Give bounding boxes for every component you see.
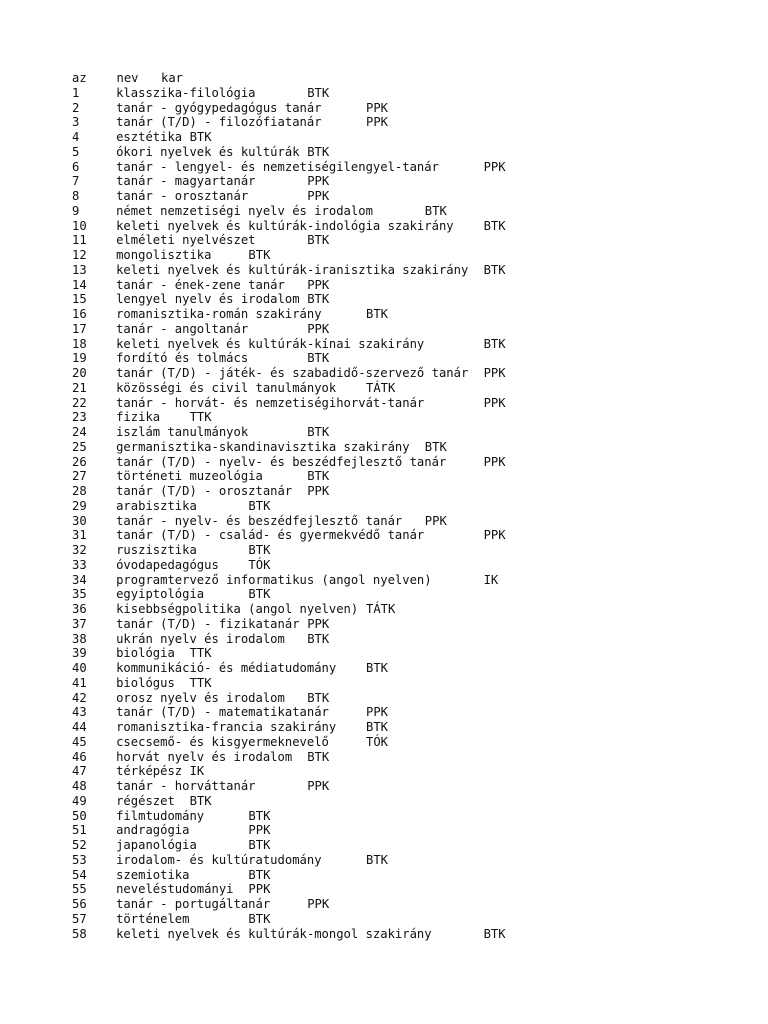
table-row	[72, 882, 271, 897]
table-row	[72, 823, 271, 838]
row-kar: BTK	[307, 690, 330, 705]
row-nev: fizika	[116, 410, 161, 425]
row-nev: kisebbségpolitika (angol nyelven)	[116, 602, 359, 616]
row-kar: PPK	[307, 779, 330, 793]
table-row	[72, 336, 506, 352]
header-row	[72, 71, 184, 86]
row-nev: mongolisztika	[116, 248, 212, 262]
table-row	[72, 425, 330, 440]
table-row	[72, 779, 330, 794]
row-nev: orosz nyelv és irodalom	[116, 690, 285, 705]
table-row	[72, 85, 330, 101]
row-id: 19	[72, 351, 87, 366]
table-row	[72, 852, 389, 868]
row-kar: BTK	[248, 587, 271, 602]
table-row	[72, 926, 506, 942]
row-id: 1	[72, 85, 80, 100]
row-nev: tanár (T/D) - matematikatanár	[116, 705, 329, 720]
row-kar: BTK	[248, 911, 271, 926]
row-id: 10	[72, 218, 87, 233]
row-kar: BTK	[248, 248, 271, 262]
row-id: 44	[72, 720, 87, 734]
table-row	[72, 675, 212, 691]
row-kar: BTK	[307, 749, 330, 764]
row-kar: BTK	[483, 218, 506, 233]
table-row	[72, 321, 330, 337]
row-nev: ruszisztika	[116, 543, 197, 557]
row-id: 20	[72, 366, 87, 380]
row-id: 21	[72, 380, 87, 395]
table-row	[72, 557, 271, 573]
row-nev: keleti nyelvek és kultúrák-kínai szakirány	[116, 336, 425, 351]
table-row	[72, 159, 506, 175]
table-row	[72, 631, 330, 647]
row-kar: BTK	[307, 425, 330, 439]
row-nev: tanár (T/D) - fizikatanár	[116, 616, 300, 631]
row-nev: szemiotika	[116, 867, 190, 882]
table-row	[72, 292, 330, 307]
table-row	[72, 262, 506, 278]
table-row	[72, 897, 330, 912]
row-kar: BTK	[366, 661, 389, 675]
row-id: 13	[72, 262, 87, 277]
row-nev: tanár - gyógypedagógus tanár	[116, 100, 322, 115]
row-kar: IK	[483, 572, 499, 587]
row-nev: ókori nyelvek és kultúrák	[116, 144, 300, 159]
row-nev: német nemzetiségi nyelv és irodalom	[116, 203, 373, 218]
row-nev: tanár - orosztanár	[116, 189, 249, 203]
row-kar: PPK	[483, 366, 506, 380]
table-row	[72, 233, 330, 248]
table-row	[72, 248, 271, 263]
row-nev: tanár - magyartanár	[116, 174, 256, 189]
row-kar: PPK	[307, 616, 330, 631]
table-row	[72, 366, 506, 381]
row-kar: TTK	[189, 410, 212, 425]
row-id: 9	[72, 203, 80, 218]
row-kar: BTK	[248, 808, 271, 823]
row-nev: tanár - portugáltanár	[116, 897, 271, 911]
table-row	[72, 528, 506, 543]
row-nev: tanár (T/D) - filozófiatanár	[116, 115, 322, 130]
row-kar: PPK	[483, 454, 506, 469]
row-id: 42	[72, 690, 87, 705]
row-kar: TÓK	[366, 734, 389, 749]
row-nev: csecsemő- és kisgyermeknevelő	[116, 734, 329, 749]
row-id: 51	[72, 823, 87, 838]
row-kar: TÁTK	[366, 380, 396, 395]
row-kar: BTK	[366, 307, 389, 321]
table-row	[72, 189, 330, 204]
row-kar: BTK	[424, 439, 447, 454]
row-id: 33	[72, 557, 87, 572]
row-id: 52	[72, 838, 87, 852]
row-nev: fordító és tolmács	[116, 351, 249, 366]
table-row	[72, 764, 205, 779]
row-nev: tanár (T/D) - orosztanár	[116, 484, 293, 498]
row-id: 23	[72, 410, 87, 425]
table-row	[72, 218, 506, 234]
row-id: 34	[72, 572, 87, 587]
row-kar: BTK	[189, 793, 212, 808]
row-id: 47	[72, 764, 87, 779]
row-id: 12	[72, 248, 87, 262]
row-kar: BTK	[307, 469, 330, 484]
table-row	[72, 867, 271, 883]
table-row	[72, 410, 212, 425]
row-nev: tanár - horvát- és nemzetiségihorvát-tanár	[116, 395, 425, 410]
row-nev: kommunikáció- és médiatudomány	[116, 661, 337, 675]
row-id: 55	[72, 882, 87, 897]
row-nev: biológia	[116, 646, 175, 661]
row-nev: ukrán nyelv és irodalom	[116, 631, 285, 646]
row-kar: BTK	[424, 203, 447, 218]
row-id: 38	[72, 631, 87, 646]
row-id: 43	[72, 705, 87, 720]
header-az: az	[72, 71, 87, 85]
row-nev: tanár (T/D) - játék- és szabadidő-szervező tanár	[116, 366, 469, 380]
row-kar: PPK	[307, 277, 330, 292]
table-row	[72, 130, 212, 145]
row-id: 17	[72, 321, 87, 336]
row-id: 2	[72, 100, 80, 115]
row-kar: BTK	[307, 351, 330, 366]
row-nev: történeti muzeológia	[116, 469, 263, 484]
row-kar: TTK	[189, 646, 212, 661]
row-id: 31	[72, 528, 87, 543]
row-nev: térképész	[116, 764, 183, 779]
table-row	[72, 690, 330, 706]
row-kar: PPK	[483, 159, 506, 174]
row-nev: andragógia	[116, 823, 190, 838]
header-kar: kar	[161, 71, 184, 85]
row-id: 7	[72, 174, 80, 189]
row-nev: történelem	[116, 911, 190, 926]
row-nev: keleti nyelvek és kultúrák-mongol szakirány	[116, 926, 432, 941]
row-kar: BTK	[483, 262, 506, 277]
row-id: 30	[72, 513, 87, 528]
table-row	[72, 661, 389, 676]
row-id: 46	[72, 749, 87, 764]
row-nev: keleti nyelvek és kultúrák-indológia szakirány	[116, 218, 454, 233]
row-id: 16	[72, 307, 87, 321]
row-nev: irodalom- és kultúratudomány	[116, 852, 322, 867]
row-nev: romanisztika-román szakirány	[116, 307, 322, 321]
row-kar: PPK	[307, 189, 330, 203]
table-row	[72, 395, 506, 411]
row-kar: IK	[189, 764, 205, 779]
row-id: 14	[72, 277, 87, 292]
row-id: 27	[72, 469, 87, 484]
row-kar: PPK	[248, 882, 271, 897]
row-kar: BTK	[366, 852, 389, 867]
row-nev: japanológia	[116, 838, 197, 852]
row-nev: tanár - lengyel- és nemzetiségilengyel-tanár	[116, 159, 439, 174]
table-row	[72, 100, 389, 116]
row-nev: tanár - ének-zene tanár	[116, 277, 285, 292]
row-id: 36	[72, 602, 87, 616]
table-row	[72, 793, 212, 809]
row-id: 28	[72, 484, 87, 498]
row-id: 4	[72, 130, 80, 144]
row-kar: PPK	[307, 174, 330, 189]
row-id: 56	[72, 897, 87, 911]
tab-separated-listing	[72, 71, 506, 941]
row-kar: PPK	[307, 484, 330, 498]
row-kar: BTK	[307, 631, 330, 646]
row-nev: germanisztika-skandinavisztika szakirány	[116, 439, 410, 454]
row-nev: biológus	[116, 675, 175, 690]
row-id: 41	[72, 675, 87, 690]
row-nev: iszlám tanulmányok	[116, 425, 249, 439]
table-row	[72, 513, 447, 529]
table-row	[72, 838, 271, 853]
table-row	[72, 307, 389, 322]
row-id: 49	[72, 793, 87, 808]
row-id: 3	[72, 115, 80, 130]
row-kar: BTK	[483, 336, 506, 351]
table-row	[72, 380, 396, 396]
header-nev: nev	[116, 71, 139, 85]
table-row	[72, 469, 330, 484]
row-kar: BTK	[307, 292, 330, 307]
table-row	[72, 602, 396, 617]
row-kar: PPK	[307, 897, 330, 911]
row-id: 18	[72, 336, 87, 351]
row-id: 32	[72, 543, 87, 557]
row-nev: lengyel nyelv és irodalom	[116, 292, 300, 307]
row-nev: tanár - nyelv- és beszédfejlesztő tanár	[116, 513, 403, 528]
table-row	[72, 498, 271, 514]
row-kar: TÓK	[248, 557, 271, 572]
row-nev: arabisztika	[116, 498, 197, 513]
row-nev: tanár (T/D) - család- és gyermekvédő tanár	[116, 528, 425, 543]
table-row	[72, 646, 212, 661]
row-nev: közösségi és civil tanulmányok	[116, 380, 337, 395]
row-id: 15	[72, 292, 87, 307]
table-row	[72, 808, 271, 824]
row-kar: BTK	[307, 144, 330, 159]
row-id: 25	[72, 439, 87, 454]
table-row	[72, 454, 506, 470]
table-row	[72, 144, 330, 160]
row-id: 45	[72, 734, 87, 749]
table-row	[72, 616, 330, 632]
row-kar: BTK	[248, 498, 271, 513]
row-kar: BTK	[248, 867, 271, 882]
row-nev: óvodapedagógus	[116, 557, 219, 572]
table-row	[72, 705, 389, 720]
row-id: 37	[72, 616, 87, 631]
table-row	[72, 587, 271, 602]
row-kar: BTK	[483, 926, 506, 941]
table-row	[72, 203, 447, 219]
row-nev: filmtudomány	[116, 808, 205, 823]
table-row	[72, 351, 330, 366]
row-id: 54	[72, 867, 87, 882]
table-row	[72, 543, 271, 558]
row-id: 22	[72, 395, 87, 410]
row-kar: PPK	[483, 528, 506, 543]
row-id: 35	[72, 587, 87, 602]
row-nev: egyiptológia	[116, 587, 205, 602]
row-kar: BTK	[248, 543, 271, 557]
row-nev: horvát nyelv és irodalom	[116, 749, 293, 764]
row-kar: BTK	[307, 233, 330, 248]
row-kar: BTK	[248, 838, 271, 852]
row-id: 40	[72, 661, 87, 675]
row-id: 5	[72, 144, 80, 159]
row-id: 58	[72, 926, 87, 941]
row-nev: elméleti nyelvészet	[116, 233, 256, 248]
row-kar: PPK	[366, 115, 389, 130]
row-id: 8	[72, 189, 80, 203]
table-row	[72, 115, 389, 130]
table-row	[72, 749, 330, 765]
data-rows	[72, 85, 506, 942]
row-nev: neveléstudományi	[116, 882, 234, 897]
row-nev: tanár (T/D) - nyelv- és beszédfejlesztő tanár	[116, 454, 447, 469]
table-row	[72, 911, 271, 927]
table-row	[72, 720, 389, 735]
row-nev: tanár - horváttanár	[116, 779, 256, 793]
row-id: 6	[72, 159, 80, 174]
row-id: 11	[72, 233, 87, 248]
row-kar: PPK	[366, 100, 389, 115]
row-id: 26	[72, 454, 87, 469]
row-nev: programtervező informatikus (angol nyelven)	[116, 572, 432, 587]
row-id: 29	[72, 498, 87, 513]
row-nev: tanár - angoltanár	[116, 321, 249, 336]
row-id: 39	[72, 646, 87, 661]
row-kar: PPK	[248, 823, 271, 838]
row-id: 50	[72, 808, 87, 823]
row-nev: keleti nyelvek és kultúrák-iranisztika szakirány	[116, 262, 469, 277]
table-row	[72, 174, 330, 189]
row-kar: BTK	[307, 85, 330, 100]
row-kar: PPK	[424, 513, 447, 528]
row-kar: BTK	[189, 130, 212, 144]
table-row	[72, 572, 499, 588]
table-row	[72, 277, 330, 293]
row-kar: PPK	[307, 321, 330, 336]
row-nev: esztétika	[116, 130, 183, 144]
row-kar: PPK	[366, 705, 389, 720]
row-nev: klasszika-filológia	[116, 85, 256, 100]
row-kar: BTK	[366, 720, 389, 734]
row-kar: TTK	[189, 675, 212, 690]
row-id: 24	[72, 425, 87, 439]
row-nev: régészet	[116, 793, 175, 808]
table-row	[72, 734, 389, 750]
row-nev: romanisztika-francia szakirány	[116, 720, 337, 734]
row-id: 53	[72, 852, 87, 867]
table-row	[72, 484, 330, 499]
row-id: 48	[72, 779, 87, 793]
row-kar: TÁTK	[366, 602, 396, 616]
row-id: 57	[72, 911, 87, 926]
table-row	[72, 439, 447, 455]
row-kar: PPK	[483, 395, 506, 410]
